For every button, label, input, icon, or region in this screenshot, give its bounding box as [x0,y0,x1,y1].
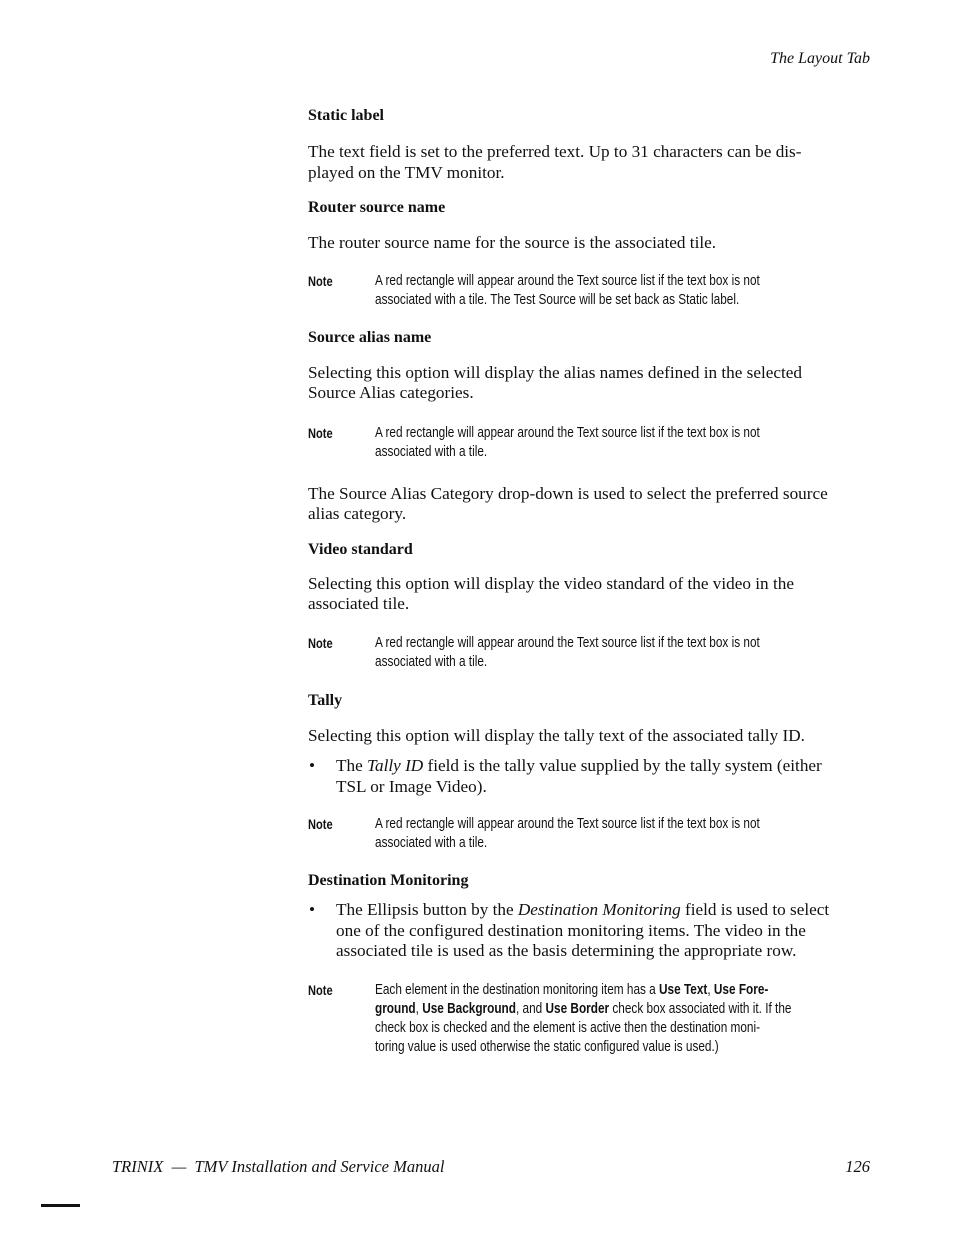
bullet-tally-id: • The Tally ID field is the tally value supplied by the tally system (either TSL or Image Video). [309,756,822,796]
note-router-source [308,272,870,310]
note-label: Note [308,273,333,289]
note-label: Note [308,817,333,832]
note-label: Note [308,635,333,651]
paragraph-tally: Selecting this option will display the tally text of the associated tally ID. [308,725,805,745]
bullet-icon: • [309,756,316,775]
footer-manual-title: TRINIX — TMV Installation and Service Manual [112,1157,445,1176]
paragraph-static-label: The text field is set to the preferred text. Up to 31 characters can be dis- played on the TMV monitor. [308,142,802,182]
note-video-standard [308,634,870,672]
note-text: A red rectangle will appear around the Text source list if the text box is not associated with a tile. [375,634,760,670]
heading-router-source: Router source name [308,199,446,216]
heading-source-alias: Source alias name [308,328,432,346]
note-tally [308,815,870,853]
paragraph-source-alias: Selecting this option will display the alias names defined in the selected Source Alias categories. [308,362,803,402]
note-source-alias [308,424,870,462]
heading-destination-monitoring: Destination Monitoring [308,872,469,889]
footer-page-number: 126 [845,1157,870,1176]
heading-tally: Tally [308,691,343,709]
footer-rule [41,1204,80,1207]
note-text: A red rectangle will appear around the Text source list if the text box is not associated with a tile. [375,424,760,460]
note-label: Note [308,425,333,441]
note-text: Each element in the destination monitoring item has a Use Text, Use Fore- ground, Use Background, and Use Border check box associated with it. If the check box is checked and the element is active then the destination moni- toring value is used otherwise the static configured value is used.) [375,981,792,1055]
heading-static-label: Static label [308,107,384,124]
paragraph-source-alias-category: The Source Alias Category drop-down is used to select the preferred source alias category. [308,483,828,523]
bullet-icon: • [309,900,316,919]
note-destination-monitoring [308,981,870,1057]
heading-video-standard: Video standard [308,540,413,558]
bullet-destination-monitoring: • The Ellipsis button by the Destination Monitoring field is used to select one of the configured destination monitoring items. The video in the associated tile is used as the basis determining the appropriate row. [309,900,830,960]
note-text: A red rectangle will appear around the Text source list if the text box is not associated with a tile. [375,816,760,851]
page-body [308,105,870,1057]
paragraph-router-source: The router source name for the source is the associated tile. [308,233,717,252]
note-label: Note [308,982,333,998]
paragraph-video-standard: Selecting this option will display the video standard of the video in the associated tile. [308,573,794,613]
running-header: The Layout Tab [770,50,870,67]
note-text: A red rectangle will appear around the Text source list if the text box is not associated with a tile. The Test Source will be set back as Static label. [375,272,760,308]
